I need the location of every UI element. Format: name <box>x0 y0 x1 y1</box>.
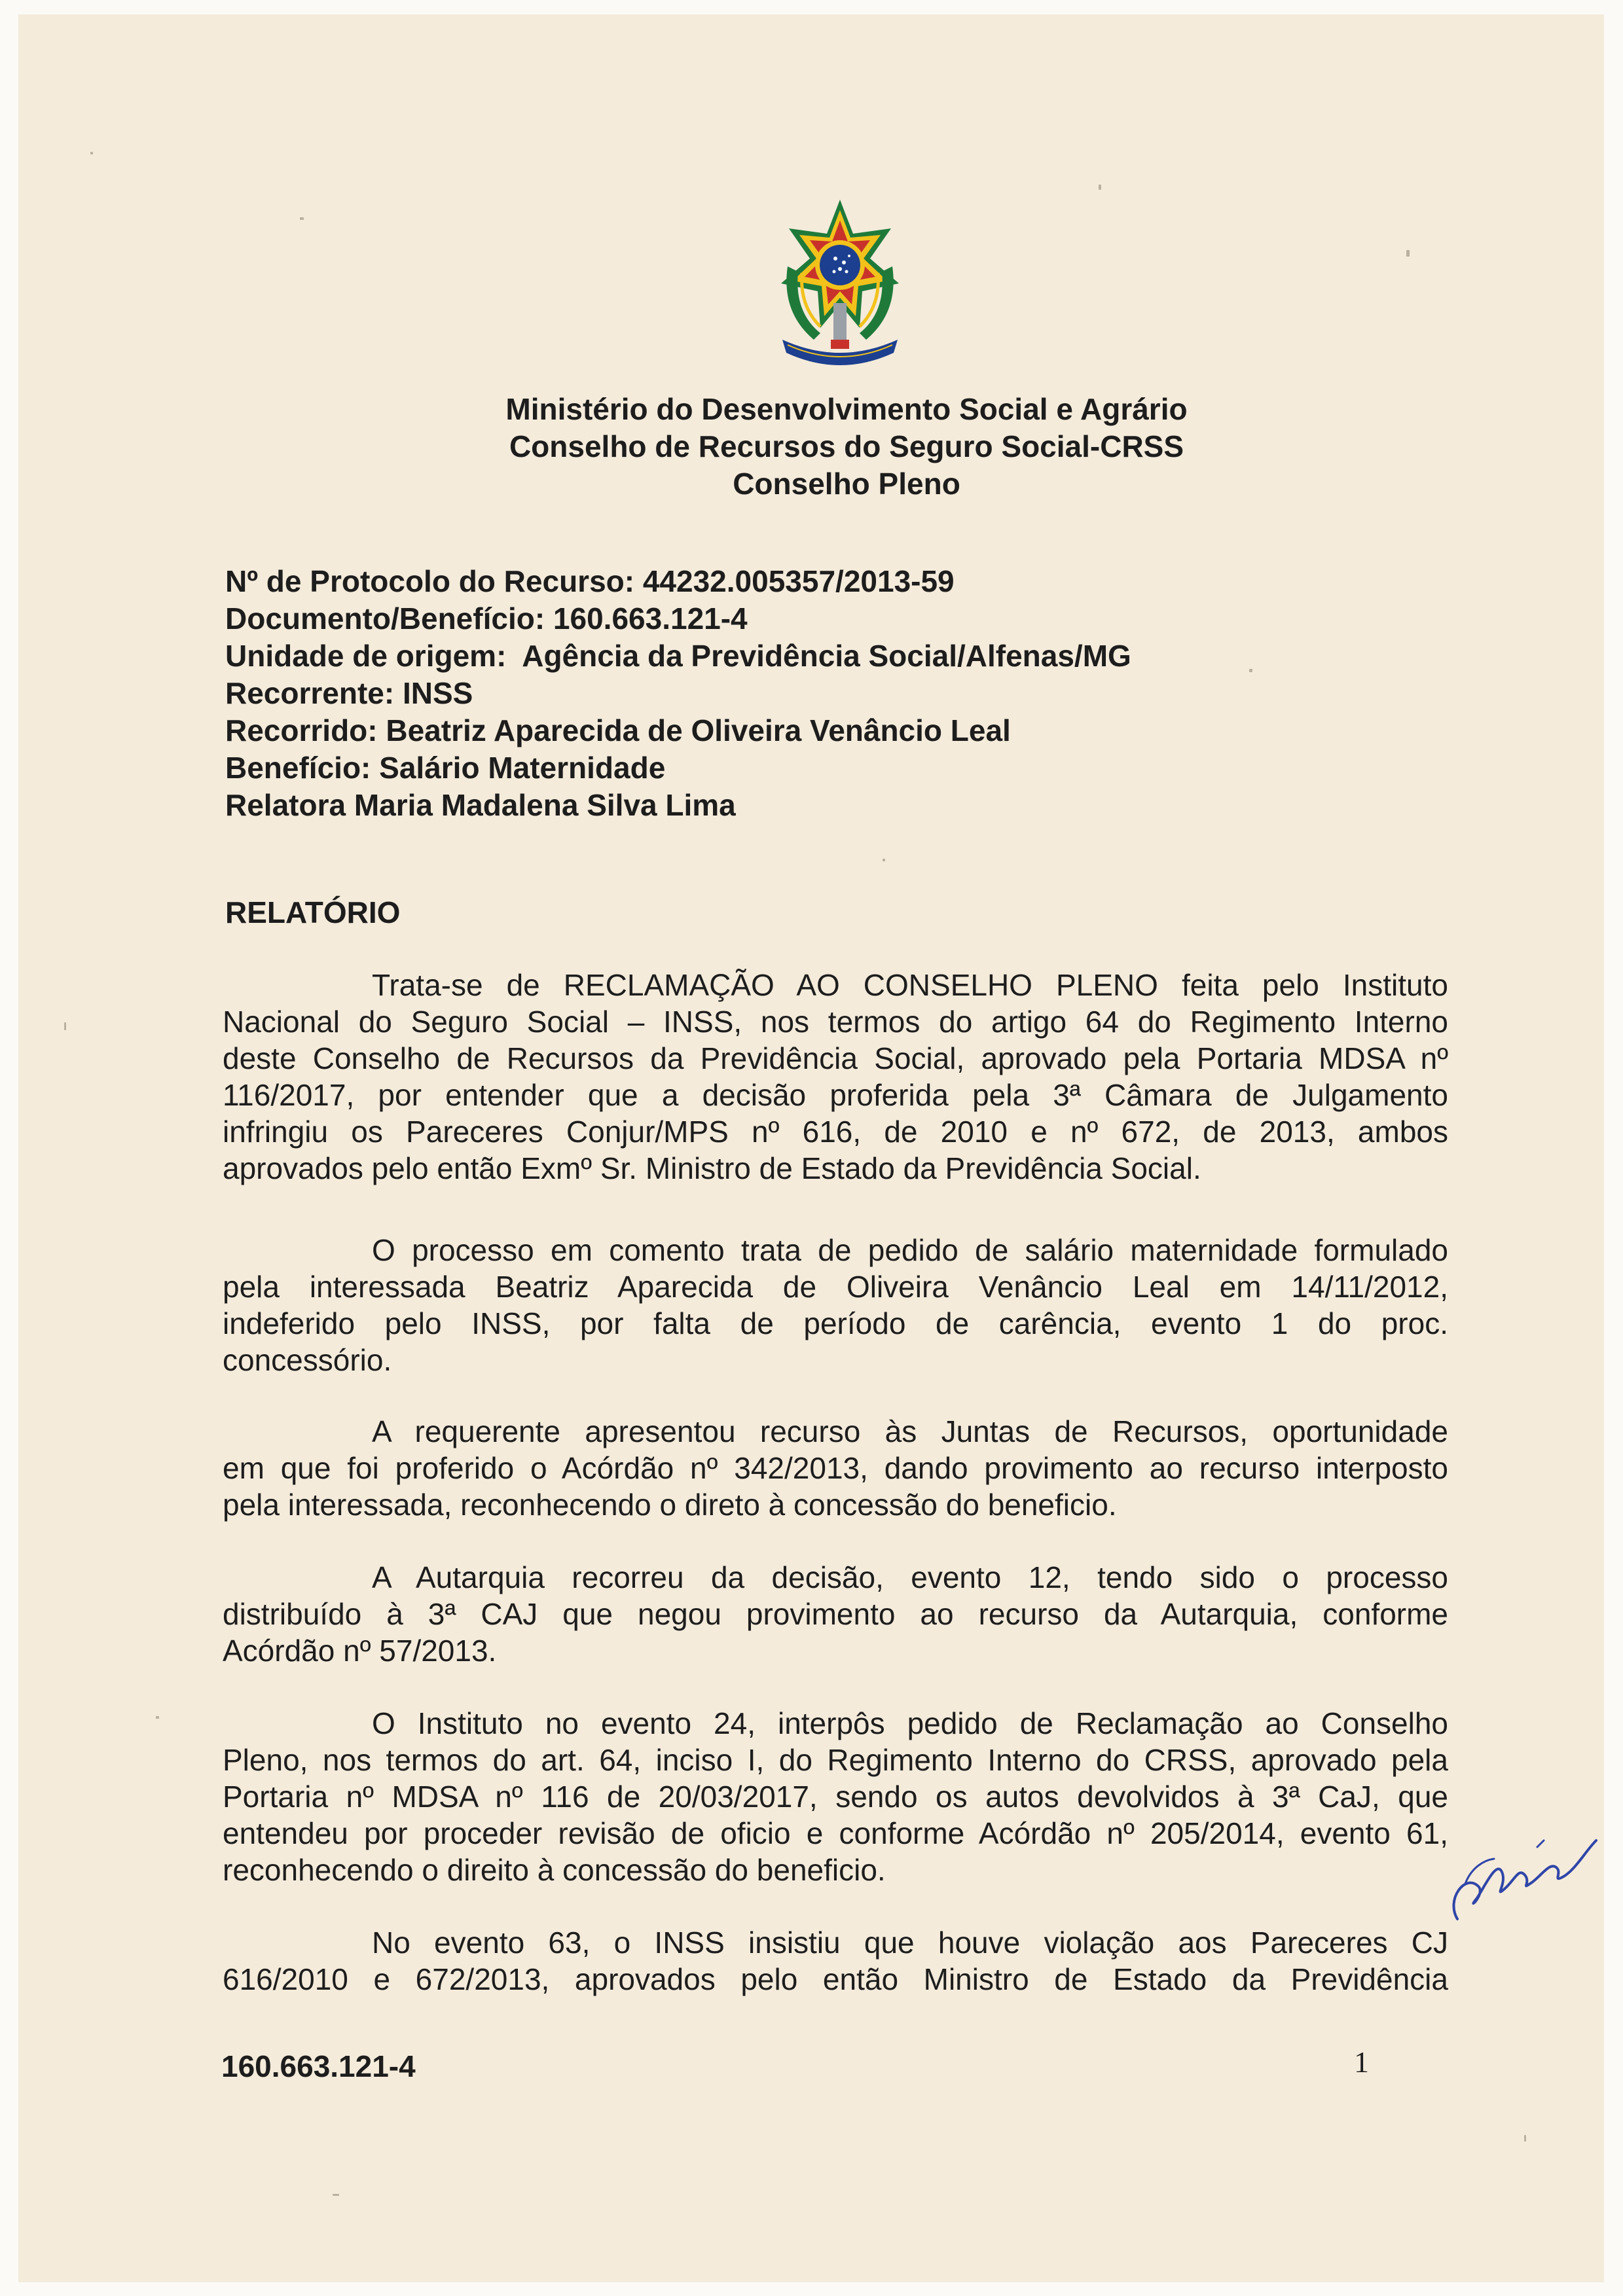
paragraph-line: pela interessada Beatriz Aparecida de Oliveira Venâncio Leal em 14/11/2012, <box>223 1270 1448 1304</box>
paragraph-line: aprovados pelo então Exmº Sr. Ministro de Estado da Previdência Social. <box>223 1151 1201 1185</box>
document-page <box>18 14 1604 2282</box>
paragraph-1 <box>223 967 1448 1187</box>
appellant: Recorrente: INSS <box>225 676 473 710</box>
paragraph-line: A Autarquia recorreu da decisão, evento 12, tendo sido o processo <box>372 1560 1448 1594</box>
page-number: 1 <box>1354 2045 1369 2079</box>
document-benefit: Documento/Benefício: 160.663.121-4 <box>225 601 748 636</box>
paragraph-line: Pleno, nos termos do art. 64, inciso I, do Regimento Interno do CRSS, aprovado pela <box>223 1743 1448 1777</box>
paragraph-line: 116/2017, por entender que a decisão proferida pela 3ª Câmara de Julgamento <box>223 1078 1448 1112</box>
appellee: Recorrido: Beatriz Aparecida de Oliveira Venâncio Leal <box>225 713 1011 747</box>
handwritten-signature-icon <box>1439 1821 1603 1932</box>
paragraph-5 <box>223 1705 1448 1888</box>
paragraph-line: Portaria nº MDSA nº 116 de 20/03/2017, sendo os autos devolvidos à 3ª CaJ, que <box>223 1780 1448 1814</box>
paragraph-line: infringiu os Pareceres Conjur/MPS nº 616, de 2010 e nº 672, de 2013, ambos <box>223 1115 1448 1149</box>
paragraph-line: 616/2010 e 672/2013, aprovados pelo então Ministro de Estado da Previdência <box>223 1962 1448 1996</box>
protocol-number: Nº de Protocolo do Recurso: 44232.005357/2013-59 <box>225 564 955 598</box>
paragraph-line: entendeu por proceder revisão de oficio e conforme Acórdão nº 205/2014, evento 61, <box>223 1816 1448 1850</box>
paragraph-4 <box>223 1559 1448 1669</box>
paragraph-line: indeferido pelo INSS, por falta de período de carência, evento 1 do proc. <box>223 1306 1448 1340</box>
footer-document-number: 160.663.121-4 <box>221 2049 416 2083</box>
paragraph-3 <box>223 1413 1448 1523</box>
paragraph-line: concessório. <box>223 1343 392 1377</box>
header-plenary: Conselho Pleno <box>733 467 960 501</box>
paragraph-line: em que foi proferido o Acórdão nº 342/2013, dando provimento ao recurso interposto <box>223 1451 1448 1485</box>
origin-unit: Unidade de origem: Agência da Previdência Social/Alfenas/MG <box>225 639 1131 673</box>
case-metadata <box>225 563 1131 824</box>
paragraph-2 <box>223 1232 1448 1378</box>
paragraph-line: Acórdão nº 57/2013. <box>223 1634 497 1668</box>
paragraph-line: Trata-se de RECLAMAÇÃO AO CONSELHO PLENO feita pelo Instituto <box>372 968 1448 1002</box>
section-title: RELATÓRIO <box>225 895 401 929</box>
paragraph-line: Nacional do Seguro Social – INSS, nos termos do artigo 64 do Regimento Interno <box>223 1005 1448 1039</box>
header-council: Conselho de Recursos do Seguro Social-CRSS <box>509 429 1184 463</box>
benefit-type: Benefício: Salário Maternidade <box>225 751 666 785</box>
paragraph-line: No evento 63, o INSS insistiu que houve violação aos Pareceres CJ <box>372 1926 1448 1960</box>
paragraph-line: deste Conselho de Recursos da Previdência Social, aprovado pela Portaria MDSA nº <box>223 1041 1448 1075</box>
paragraph-line: reconhecendo o direito à concessão do beneficio. <box>223 1853 886 1887</box>
paragraph-6 <box>223 1924 1448 1998</box>
paragraph-line: O Instituto no evento 24, interpôs pedido de Reclamação ao Conselho <box>372 1706 1448 1740</box>
rapporteur: Relatora Maria Madalena Silva Lima <box>225 788 736 822</box>
brazil-coat-of-arms-icon <box>742 188 938 384</box>
paragraph-line: O processo em comento trata de pedido de salário maternidade formulado <box>372 1233 1448 1267</box>
paragraph-line: distribuído à 3ª CAJ que negou provimento ao recurso da Autarquia, conforme <box>223 1597 1448 1631</box>
header-ministry: Ministério do Desenvolvimento Social e Agrário <box>505 392 1188 426</box>
paragraph-line: A requerente apresentou recurso às Juntas de Recursos, oportunidade <box>372 1414 1448 1448</box>
paragraph-line: pela interessada, reconhecendo o direto à concessão do beneficio. <box>223 1488 1117 1522</box>
